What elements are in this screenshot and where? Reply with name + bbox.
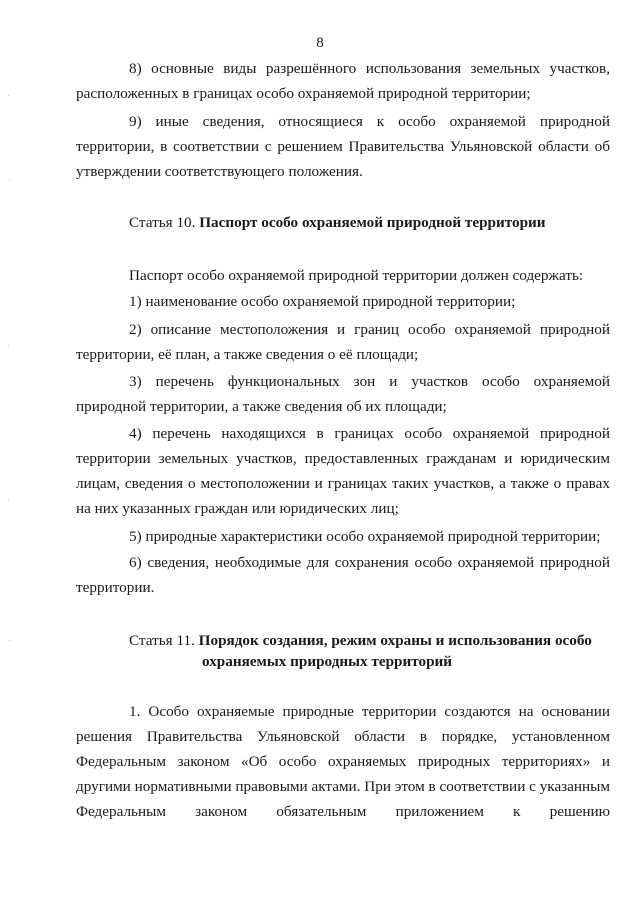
scan-artifact <box>8 345 9 346</box>
article-11-heading-line-2 <box>129 651 592 672</box>
article-11-title-line-2: охраняемых природных территорий <box>202 653 453 670</box>
article-10-heading <box>129 212 546 233</box>
article-11-title-line-1: Порядок создания, режим охраны и использования особо <box>198 632 592 649</box>
scan-artifact <box>9 640 10 641</box>
article-11-paragraph-1: 1. Особо охраняемые природные территории создаются на основании решения Правительства Ульяновской области в порядке, установленном Федеральным законом «Об особо охраняемых природных территориях» и другими нормативными правовыми актами. При этом в соответствии с указанным Федеральным законом обязательным приложением к решению <box>76 703 610 820</box>
scan-artifact <box>9 180 10 181</box>
article-10-title: Паспорт особо охраняемой природной территории <box>199 214 546 231</box>
scan-artifact <box>8 500 9 501</box>
article-10-item-4: 4) перечень находящихся в границах особо охраняемой природной территории земельных участков, предоставленных гражданам и юридическим лицам, сведения о местоположении и границах таких участков, а также о правах на них указанных граждан или юридических лиц; <box>76 425 610 517</box>
article-11-heading-line-1 <box>129 630 592 651</box>
article-11-prefix: Статья 11. <box>129 632 195 649</box>
list-item-8: 8) основные виды разрешённого использования земельных участков, расположенных в границах особо охраняемой природной территории; <box>76 60 610 102</box>
article-10-item-5: 5) природные характеристики особо охраняемой природной территории; <box>129 528 601 545</box>
article-10-item-1: 1) наименование особо охраняемой природной территории; <box>129 293 516 310</box>
article-11-heading <box>129 630 592 672</box>
list-item-9: 9) иные сведения, относящиеся к особо охраняемой природной территории, в соответствии с решением Правительства Ульяновской области об утверждении соответствующего положения. <box>76 113 610 180</box>
article-10-item-6: 6) сведения, необходимые для сохранения особо охраняемой природной территории. <box>76 554 610 596</box>
article-10-item-2: 2) описание местоположения и границ особо охраняемой природной территории, её план, а также сведения о её площади; <box>76 321 610 363</box>
scan-artifact <box>8 95 9 96</box>
article-10-prefix: Статья 10. <box>129 214 196 231</box>
article-10-intro: Паспорт особо охраняемой природной территории должен содержать: <box>129 267 584 284</box>
page-number: 8 <box>316 35 324 51</box>
article-10-item-3: 3) перечень функциональных зон и участков особо охраняемой природной территории, а также сведения об их площади; <box>76 373 610 415</box>
